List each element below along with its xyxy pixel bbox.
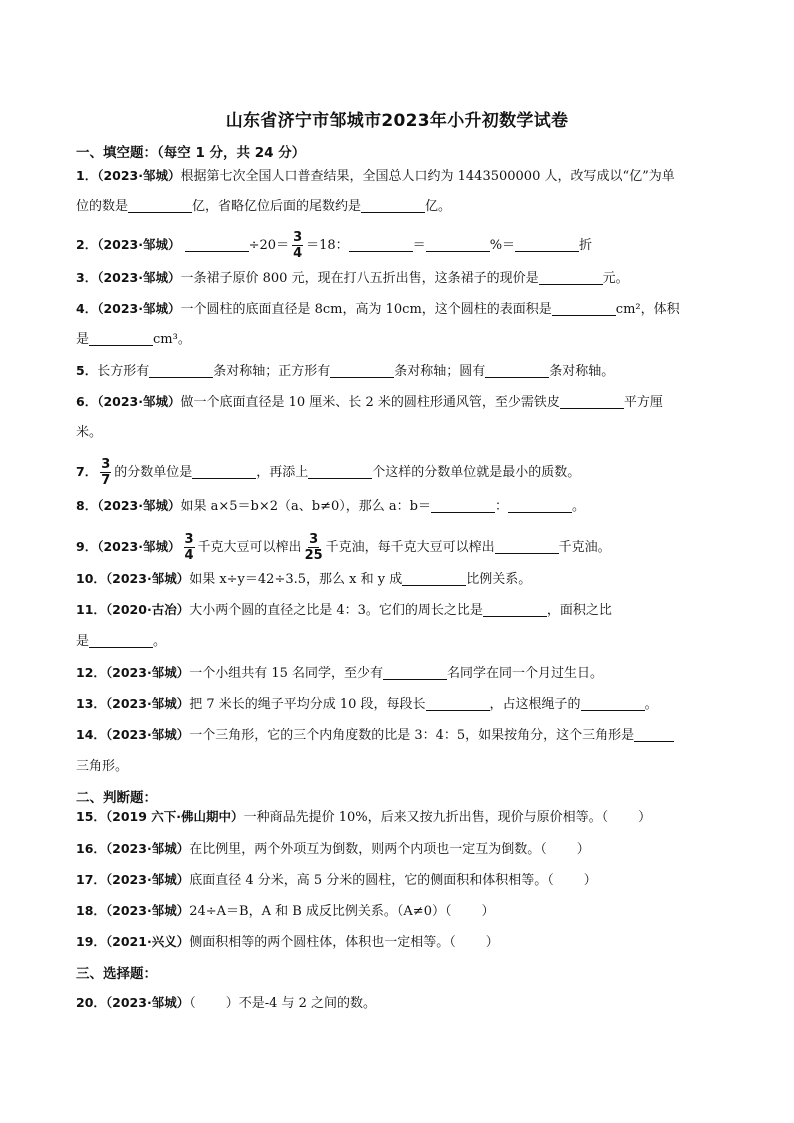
question-source: （2023·邹城） bbox=[97, 539, 181, 554]
question-text: %＝ bbox=[489, 238, 516, 253]
question-number: 19． bbox=[76, 934, 106, 949]
question-text: 亿，省略亿位后面的尾数约是 bbox=[192, 199, 362, 214]
section-heading-true-false: 二、判断题： bbox=[76, 790, 157, 806]
fraction bbox=[292, 231, 303, 260]
question-text: 一种商品先提价 10%，后来又按九折出售，现价与原价相等。（ bbox=[243, 810, 609, 825]
question-text: ： bbox=[494, 499, 508, 514]
question-text: 千克油，每千克大豆可以榨出 bbox=[325, 540, 495, 555]
answer-blank[interactable] bbox=[485, 363, 549, 378]
question-16 bbox=[76, 839, 590, 860]
answer-blank[interactable] bbox=[431, 498, 495, 513]
answer-blank[interactable] bbox=[330, 363, 394, 378]
question-text: ，再添上 bbox=[256, 465, 309, 480]
question-text: 做一个底面直径是 10 厘米、长 2 米的圆柱形通风管，至少需铁皮 bbox=[180, 395, 560, 410]
question-text: 一个圆柱的底面直径是 8cm，高为 10cm，这个圆柱的表面积是 bbox=[180, 302, 552, 317]
question-7 bbox=[76, 458, 580, 487]
question-text: ÷20＝ bbox=[248, 238, 290, 253]
question-text: 千克大豆可以榨出 bbox=[197, 540, 302, 555]
question-2 bbox=[76, 231, 592, 260]
question-4-line-1 bbox=[76, 299, 680, 320]
question-source: （2023·邹城） bbox=[105, 903, 190, 918]
question-text: ） bbox=[485, 935, 499, 950]
question-number: 5． bbox=[76, 363, 98, 378]
fraction-numerator: 3 bbox=[293, 230, 303, 245]
answer-blank[interactable] bbox=[483, 602, 547, 617]
question-number: 18． bbox=[76, 903, 106, 918]
question-text: ） bbox=[583, 873, 597, 888]
question-number: 13． bbox=[76, 696, 106, 711]
answer-blank[interactable] bbox=[402, 571, 466, 586]
question-text: 24÷A＝B，A 和 B 成反比例关系。（A≠0）（ bbox=[189, 904, 452, 919]
answer-blank[interactable] bbox=[149, 363, 213, 378]
answer-blank[interactable] bbox=[539, 270, 603, 285]
answer-blank[interactable] bbox=[581, 696, 645, 711]
answer-blank[interactable] bbox=[426, 237, 490, 252]
question-text: 大小两个圆的直径之比是 4：3。它们的周长之比是 bbox=[189, 603, 483, 618]
question-text: cm³。 bbox=[153, 332, 191, 347]
section-heading-fill-blank: 一、填空题：（每空 1 分，共 24 分） bbox=[76, 145, 306, 161]
question-text: ，占这根绳子的 bbox=[489, 697, 581, 712]
question-10 bbox=[76, 569, 531, 590]
question-source: （2020·古冶） bbox=[105, 602, 190, 617]
question-source: （2023·邹城） bbox=[97, 270, 181, 285]
fraction bbox=[305, 533, 323, 562]
fraction-denominator: 25 bbox=[304, 548, 323, 563]
question-12 bbox=[76, 663, 603, 684]
question-14-line-1 bbox=[76, 725, 674, 746]
question-18 bbox=[76, 901, 495, 922]
answer-blank[interactable] bbox=[89, 633, 153, 648]
question-source: （2023·邹城） bbox=[105, 995, 190, 1010]
question-number: 11． bbox=[76, 602, 106, 617]
answer-blank[interactable] bbox=[383, 665, 447, 680]
question-text: 千克油。 bbox=[558, 540, 611, 555]
question-text: 。 bbox=[153, 634, 167, 649]
question-text: 在比例里，两个外项互为倒数，则两个内项也一定互为倒数。（ bbox=[189, 842, 547, 857]
page-title: 山东省济宁市邹城市2023年小升初数学试卷 bbox=[225, 111, 569, 131]
question-text: 个这样的分数单位就是最小的质数。 bbox=[372, 465, 581, 480]
question-source: （2021·兴义） bbox=[105, 934, 190, 949]
fraction-numerator: 3 bbox=[184, 532, 194, 547]
question-text: 条对称轴；正方形有 bbox=[213, 364, 331, 379]
question-text: 一条裙子原价 800 元，现在打八五折出售，这条裙子的现价是 bbox=[180, 271, 539, 286]
question-number: 3． bbox=[76, 270, 98, 285]
question-14-line-2 bbox=[76, 757, 128, 777]
section-heading-multiple-choice: 三、选择题： bbox=[76, 966, 157, 982]
question-3 bbox=[76, 268, 629, 289]
question-text: ，面积之比 bbox=[546, 603, 612, 618]
question-text: 三角形。 bbox=[76, 759, 129, 774]
question-number: 12． bbox=[76, 665, 106, 680]
question-4-line-2 bbox=[76, 330, 191, 350]
question-source: （2023·邹城） bbox=[105, 841, 190, 856]
question-1-line-2 bbox=[76, 197, 451, 217]
question-text: 条对称轴。 bbox=[549, 364, 615, 379]
fraction-denominator: 4 bbox=[184, 548, 194, 563]
question-text: 根据第七次全国人口普查结果，全国总人口约为 1443500000 人，改写成以“亿”为单 bbox=[180, 169, 675, 184]
question-6-line-2 bbox=[76, 423, 102, 443]
question-6-line-1 bbox=[76, 392, 663, 413]
question-8 bbox=[76, 496, 585, 517]
answer-blank[interactable] bbox=[361, 198, 425, 213]
question-17 bbox=[76, 870, 597, 891]
question-text: 位的数是 bbox=[76, 199, 129, 214]
question-text: 是 bbox=[76, 332, 90, 347]
question-text: ＝ bbox=[412, 238, 426, 253]
fraction-denominator: 4 bbox=[293, 246, 303, 261]
question-source: （2023·邹城） bbox=[105, 571, 190, 586]
question-text: 是 bbox=[76, 634, 90, 649]
question-source: （2023·邹城） bbox=[97, 394, 181, 409]
question-15 bbox=[76, 807, 651, 828]
answer-blank[interactable] bbox=[426, 696, 490, 711]
question-text: 的分数单位是 bbox=[114, 465, 193, 480]
question-number: 20． bbox=[76, 995, 106, 1010]
answer-blank[interactable] bbox=[349, 237, 413, 252]
question-number: 2． bbox=[76, 237, 98, 252]
question-text: 如果 a×5＝b×2（a、b≠0），那么 a：b＝ bbox=[180, 499, 431, 514]
question-source: （2019 六下·佛山期中） bbox=[105, 809, 244, 824]
answer-blank[interactable] bbox=[515, 237, 579, 252]
question-20 bbox=[76, 993, 376, 1014]
question-number: 4． bbox=[76, 301, 98, 316]
question-number: 1． bbox=[76, 168, 98, 183]
answer-blank[interactable] bbox=[185, 237, 249, 252]
question-text: 一个小组共有 15 名同学，至少有 bbox=[189, 666, 384, 681]
question-text: 条对称轴；圆有 bbox=[394, 364, 486, 379]
question-text: 名同学在同一个月过生日。 bbox=[447, 666, 604, 681]
question-number: 15． bbox=[76, 809, 106, 824]
answer-blank[interactable] bbox=[128, 198, 192, 213]
answer-blank[interactable] bbox=[89, 331, 153, 346]
question-number: 14． bbox=[76, 727, 106, 742]
fraction-numerator: 3 bbox=[309, 532, 319, 547]
question-text: 侧面积相等的两个圆柱体，体积也一定相等。（ bbox=[189, 935, 456, 950]
question-text: 长方形有 bbox=[97, 364, 150, 379]
question-text: 。 bbox=[644, 697, 658, 712]
question-text: （ bbox=[189, 996, 196, 1011]
question-text: 折 bbox=[579, 238, 593, 253]
question-5 bbox=[76, 361, 614, 382]
question-number: 6． bbox=[76, 394, 98, 409]
question-text: 亿。 bbox=[425, 199, 452, 214]
question-number: 16． bbox=[76, 841, 106, 856]
question-19 bbox=[76, 932, 499, 953]
question-text: ＝18： bbox=[306, 238, 349, 253]
answer-blank[interactable] bbox=[308, 464, 372, 479]
question-text: 把 7 米长的绳子平均分成 10 段，每段长 bbox=[189, 697, 426, 712]
question-number: 9． bbox=[76, 539, 98, 554]
fraction-denominator: 7 bbox=[101, 473, 111, 488]
question-source: （2023·邹城） bbox=[105, 727, 190, 742]
question-text: 如果 x÷y＝42÷3.5，那么 x 和 y 成 bbox=[189, 572, 403, 587]
question-source: （2023·邹城） bbox=[97, 301, 181, 316]
fraction bbox=[100, 458, 111, 487]
question-text: cm²，体积 bbox=[615, 302, 680, 317]
question-source: （2023·邹城） bbox=[97, 168, 181, 183]
answer-blank[interactable] bbox=[634, 727, 674, 742]
question-number: 10． bbox=[76, 571, 106, 586]
question-9 bbox=[76, 533, 611, 562]
question-text: ） bbox=[638, 810, 652, 825]
question-source: （2023·邹城） bbox=[97, 498, 181, 513]
question-text: 一个三角形，它的三个内角度数的比是 3：4：5，如果按角分，这个三角形是 bbox=[189, 728, 635, 743]
question-11-line-2 bbox=[76, 632, 166, 652]
question-text: 比例关系。 bbox=[466, 572, 532, 587]
question-text: 底面直径 4 分米，高 5 分米的圆柱，它的侧面积和体积相等。（ bbox=[189, 873, 554, 888]
answer-blank[interactable] bbox=[495, 539, 559, 554]
question-source: （2023·邹城） bbox=[105, 665, 190, 680]
question-source: （2023·邹城） bbox=[105, 872, 190, 887]
question-text: ） bbox=[576, 842, 590, 857]
fraction-numerator: 3 bbox=[101, 457, 111, 472]
answer-blank[interactable] bbox=[560, 394, 624, 409]
question-text: 米。 bbox=[76, 425, 103, 440]
question-number: 8． bbox=[76, 498, 98, 513]
question-13 bbox=[76, 694, 658, 715]
question-text: 元。 bbox=[602, 271, 629, 286]
question-number: 7． bbox=[76, 464, 98, 479]
question-11-line-1 bbox=[76, 600, 612, 621]
question-text: 平方厘 bbox=[623, 395, 663, 410]
question-text: ） bbox=[481, 904, 495, 919]
question-1-line-1 bbox=[76, 166, 675, 187]
answer-blank[interactable] bbox=[552, 301, 616, 316]
question-text: ）不是-4 与 2 之间的数。 bbox=[225, 996, 377, 1011]
fraction bbox=[184, 533, 195, 562]
answer-blank[interactable] bbox=[192, 464, 256, 479]
question-source: （2023·邹城） bbox=[105, 696, 190, 711]
answer-blank[interactable] bbox=[508, 498, 572, 513]
question-text: 。 bbox=[572, 499, 586, 514]
question-source: （2023·邹城） bbox=[97, 237, 181, 252]
question-number: 17． bbox=[76, 872, 106, 887]
